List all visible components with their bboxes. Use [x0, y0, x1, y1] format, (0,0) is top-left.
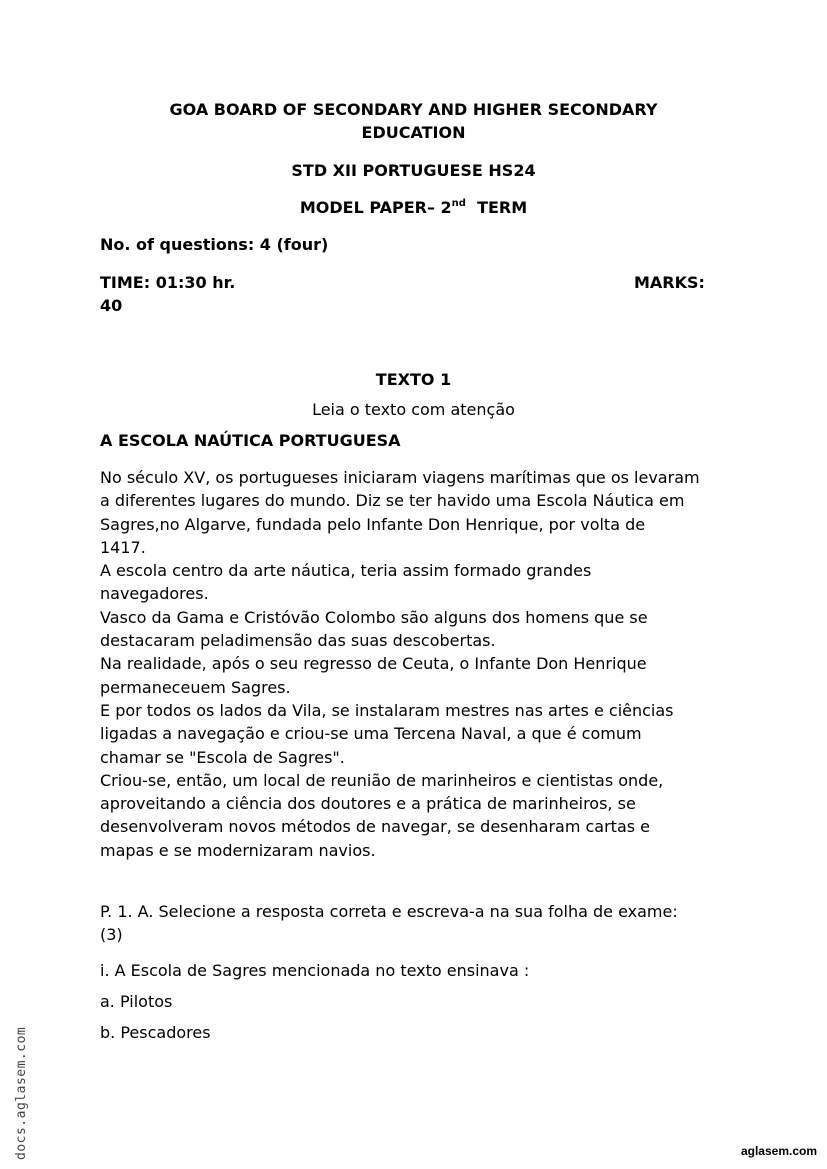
passage-line: chamar se "Escola de Sagres".: [100, 747, 345, 767]
side-watermark: docs.aglasem.com: [14, 1026, 29, 1160]
questions-count: No. of questions: 4 (four): [100, 235, 329, 254]
option-a: a. Pilotos: [100, 992, 173, 1011]
marks-value: 40: [100, 296, 123, 315]
footer-brand: aglasem.com: [740, 1144, 817, 1158]
passage-line: Sagres,no Algarve, fundada pelo Infante Don Henrique, por volta de: [100, 514, 646, 534]
time-label: TIME: 01:30 hr.: [100, 273, 236, 292]
board-title-line2: EDUCATION: [361, 123, 466, 142]
passage-title: A ESCOLA NAÚTICA PORTUGUESA: [100, 431, 401, 450]
passage-line: No século XV, os portugueses iniciaram viagens marítimas que os levaram: [100, 468, 700, 487]
passage-line: permaneceuem Sagres.: [100, 677, 291, 697]
paper-title-superscript: nd: [451, 197, 466, 209]
question-marks: (3): [100, 925, 123, 944]
paper-title: [0, 197, 827, 219]
passage-line: Vasco da Gama e Cristóvão Colombo são alguns dos homens que se: [100, 607, 648, 627]
passage-line: destacaram peladimensão das suas descobertas.: [100, 631, 496, 651]
passage-line: Criou-se, então, um local de reunião de marinheiros e cientistas onde,: [100, 770, 664, 790]
passage-line: A escola centro da arte náutica, teria assim formado grandes: [100, 561, 592, 581]
reading-instruction: Leia o texto com atenção: [312, 400, 515, 419]
board-title-line1: GOA BOARD OF SECONDARY AND HIGHER SECONDARY: [169, 100, 658, 119]
subject-title: STD XII PORTUGUESE HS24: [291, 161, 536, 180]
passage-line: Na realidade, após o seu regresso de Ceuta, o Infante Don Henrique: [100, 654, 647, 674]
passage-line: aproveitando a ciência dos doutores e a prática de marinheiros, se: [100, 794, 636, 814]
passage-line: a diferentes lugares do mundo. Diz se ter havido uma Escola Náutica em: [100, 491, 685, 511]
paper-title-suffix: TERM: [477, 198, 528, 217]
passage-line: 1417.: [100, 537, 146, 557]
passage-line: desenvolveram novos métodos de navegar, se desenharam cartas e: [100, 817, 651, 837]
passage-line: navegadores.: [100, 584, 209, 604]
question-instruction: P. 1. A. Selecione a resposta correta e escreva-a na sua folha de exame:: [100, 902, 678, 921]
passage-line: ligadas a navegação e criou-se uma Tercena Naval, a que é comum: [100, 724, 642, 744]
passage-body: [100, 466, 740, 862]
passage-line: E por todos os lados da Vila, se instalaram mestres nas artes e ciências: [100, 700, 674, 720]
passage-line: mapas e se modernizaram navios.: [100, 840, 376, 860]
paper-title-prefix: MODEL PAPER– 2: [299, 198, 452, 217]
option-b: b. Pescadores: [100, 1023, 211, 1042]
marks-label: MARKS:: [634, 273, 705, 292]
question-item: i. A Escola de Sagres mencionada no texto ensinava :: [100, 961, 530, 980]
text-heading: TEXTO 1: [375, 370, 452, 389]
